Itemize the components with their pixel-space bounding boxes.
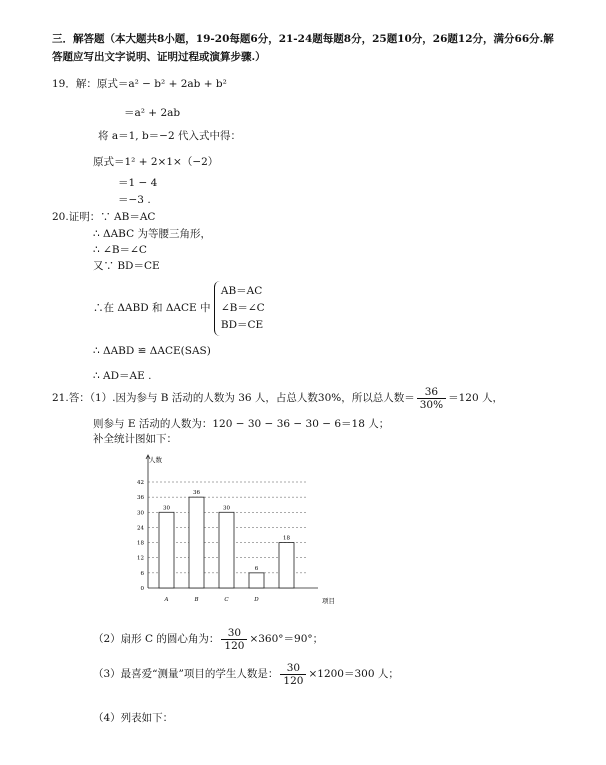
chart-value-label: 30 xyxy=(163,505,170,512)
q21-line3: 补全统计图如下： xyxy=(93,433,177,445)
section-header-line2: 答题应写出文字说明、证明过程或演算步骤.） xyxy=(52,51,266,63)
q21-part3-prefix: （3）最喜爱“测量”项目的学生人数是： xyxy=(93,668,279,680)
chart-value-label: 6 xyxy=(254,565,259,572)
q20-line1: 20.证明：∵ AB＝AC xyxy=(52,211,156,223)
q20-line2: ∴ ΔABC 为等腰三角形， xyxy=(93,228,211,240)
chart-xlabel: 项目 xyxy=(322,597,335,605)
chart-value-label: 30 xyxy=(223,505,230,512)
chart-ytick-label: 42 xyxy=(137,480,144,486)
q21-part3-den: 120 xyxy=(283,675,304,688)
q21-part2-den: 120 xyxy=(224,640,245,653)
chart-ytick-label: 30 xyxy=(137,510,144,517)
chart-category-label: A xyxy=(164,597,169,603)
q21-part2 xyxy=(93,627,323,652)
q20-brace-eq1: AB＝AC xyxy=(220,285,263,297)
q21-part2-suffix: ×360°＝90°； xyxy=(249,633,324,645)
bar-chart xyxy=(130,448,350,610)
chart-value-label: 36 xyxy=(193,490,200,497)
chart-ytick-label: 18 xyxy=(137,540,144,547)
q21-part2-fraction xyxy=(221,627,247,652)
q20-line7: ∴ AD＝AE . xyxy=(93,370,152,382)
q19-line3: 将 a＝1, b＝−2 代入式中得： xyxy=(98,130,241,142)
q19-line1: 19．解：原式＝a² − b² + 2ab + b² xyxy=(52,78,227,90)
q21-part3-fraction xyxy=(280,662,306,687)
q19-line2: ＝a² + 2ab xyxy=(124,107,181,119)
q21-line1 xyxy=(52,386,503,411)
q19-line4: 原式＝1² + 2×1×（−2） xyxy=(93,156,219,168)
q21-part2-prefix: （2）扇形 C 的圆心角为： xyxy=(93,633,220,645)
section-header-line1: 三．解答题（本大题共8小题，19-20每题6分，21-24题每题8分，25题10分，26题12分，满分66分.解 xyxy=(52,33,554,45)
q20-brace-row xyxy=(93,281,265,336)
chart-bar xyxy=(219,512,234,588)
chart-bar xyxy=(249,573,264,588)
q21-line2: 则参与 E 活动的人数为：120 − 30 − 36 − 30 − 6＝18 人； xyxy=(93,418,390,430)
q21-fraction-num: 36 xyxy=(417,386,446,399)
chart-bar xyxy=(159,512,174,588)
q20-line4: 又∵ BD＝CE xyxy=(93,260,160,272)
q20-brace-prefix: ∴在 ΔABD 和 ΔACE 中 xyxy=(93,301,211,314)
q20-brace-eq3: BD＝CE xyxy=(220,319,264,331)
chart-category-label: D xyxy=(254,597,259,603)
q19-line6: ＝−3 . xyxy=(118,194,151,206)
q21-fraction-total xyxy=(417,386,446,411)
q21-part3 xyxy=(93,662,399,687)
chart-category-label: B xyxy=(194,597,199,603)
chart-bar xyxy=(279,543,294,588)
q21-part3-num: 30 xyxy=(280,662,306,675)
q20-line6: ∴ ΔABD ≌ ΔACE(SAS) xyxy=(93,345,211,357)
chart-ylabel: 人数 xyxy=(149,456,162,464)
chart-bar xyxy=(189,497,204,588)
q21-line1-suffix: ＝120 人， xyxy=(448,392,503,404)
chart-ytick-label: 0 xyxy=(140,586,144,592)
q20-brace-system xyxy=(214,281,265,336)
q21-part2-num: 30 xyxy=(221,627,247,640)
chart-ytick-label: 36 xyxy=(137,495,144,502)
chart-ytick-label: 12 xyxy=(137,555,144,562)
chart-value-label: 18 xyxy=(283,535,290,542)
chart-category-label: C xyxy=(224,597,229,603)
q21-part3-suffix: ×1200＝300 人； xyxy=(308,668,399,680)
q19-line5: ＝1 − 4 xyxy=(118,177,158,189)
q20-brace-eq2: ∠B＝∠C xyxy=(220,302,265,314)
q21-line1-prefix: 21.答：（1）.因为参与 B 活动的人数为 36 人，占总人数30%，所以总人数＝ xyxy=(52,392,415,404)
q20-line3: ∴ ∠B＝∠C xyxy=(93,244,147,256)
q21-fraction-den: 30% xyxy=(419,399,444,412)
chart-ytick-label: 6 xyxy=(140,570,144,577)
q21-part4: （4）列表如下： xyxy=(93,712,174,724)
chart-ytick-label: 24 xyxy=(137,525,144,532)
